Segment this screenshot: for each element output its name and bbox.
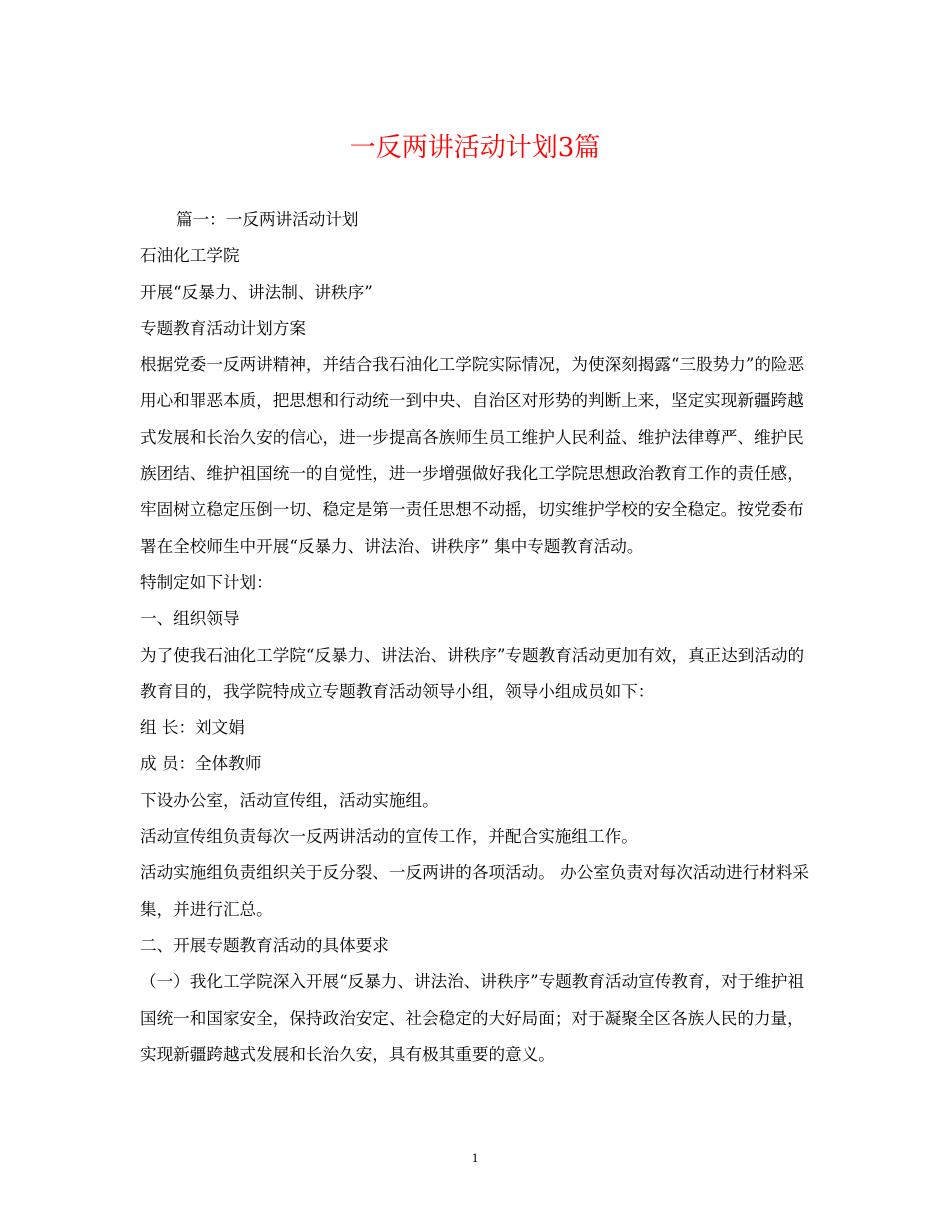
paragraph: 二、开展专题教育活动的具体要求: [140, 935, 389, 955]
page-number: 1: [471, 1150, 479, 1165]
paragraph: 为了使我石油化工学院“反暴力、讲法治、讲秩序”专题教育活动更加有效，真正达到活动的教育目的，我学院特成立专题教育活动领导小组，领导小组成员如下：: [140, 645, 805, 701]
paragraph: 活动宣传组负责每次一反两讲活动的宣传工作，并配合实施组工作。: [140, 827, 638, 847]
paragraph: 石油化工学院: [140, 246, 240, 266]
paragraph: 特制定如下计划：: [140, 572, 273, 592]
paragraph: 专题教育活动计划方案: [140, 318, 306, 338]
document-body: [140, 202, 820, 1073]
document-title: 一反两讲活动计划3篇: [349, 133, 601, 163]
paragraph: 一、组织领导: [140, 609, 240, 629]
paragraph: 活动实施组负责组织关于反分裂、一反两讲的各项活动。 办公室负责对每次活动进行材料采集，并进行汇总。: [140, 863, 810, 919]
paragraph: 组 长：刘文娟: [140, 718, 245, 738]
paragraph: 开展“反暴力、讲法制、讲秩序”: [140, 282, 373, 302]
paragraph: 成 员：全体教师: [140, 754, 262, 774]
paragraph: （一）我化工学院深入开展“反暴力、讲法治、讲秩序”专题教育活动宣传教育，对于维护祖国统一和国家安全，保持政治安定、社会稳定的大好局面；对于凝聚全区各族人民的力量，实现新疆跨越式发展和长治久安，具有极其重要的意义。: [140, 972, 805, 1064]
section-heading: 篇一：一反两讲活动计划: [176, 210, 359, 229]
paragraph: 下设办公室，活动宣传组，活动实施组。: [140, 790, 439, 810]
paragraph: 根据党委一反两讲精神，并结合我石油化工学院实际情况，为使深刻揭露“三股势力”的险恶用心和罪恶本质，把思想和行动统一到中央、自治区对形势的判断上来，坚定实现新疆跨越式发展和长治久安的信心，进一步提高各族师生员工维护人民利益、维护法律尊严、维护民族团结、维护祖国统一的自觉性，进一步增强做好我化工学院思想政治教育工作的责任感，牢固树立稳定压倒一切、稳定是第一责任思想不动摇，切实维护学校的安全稳定。按党委布署在全校师生中开展“反暴力、讲法治、讲秩序” 集中专题教育活动。: [140, 355, 805, 556]
